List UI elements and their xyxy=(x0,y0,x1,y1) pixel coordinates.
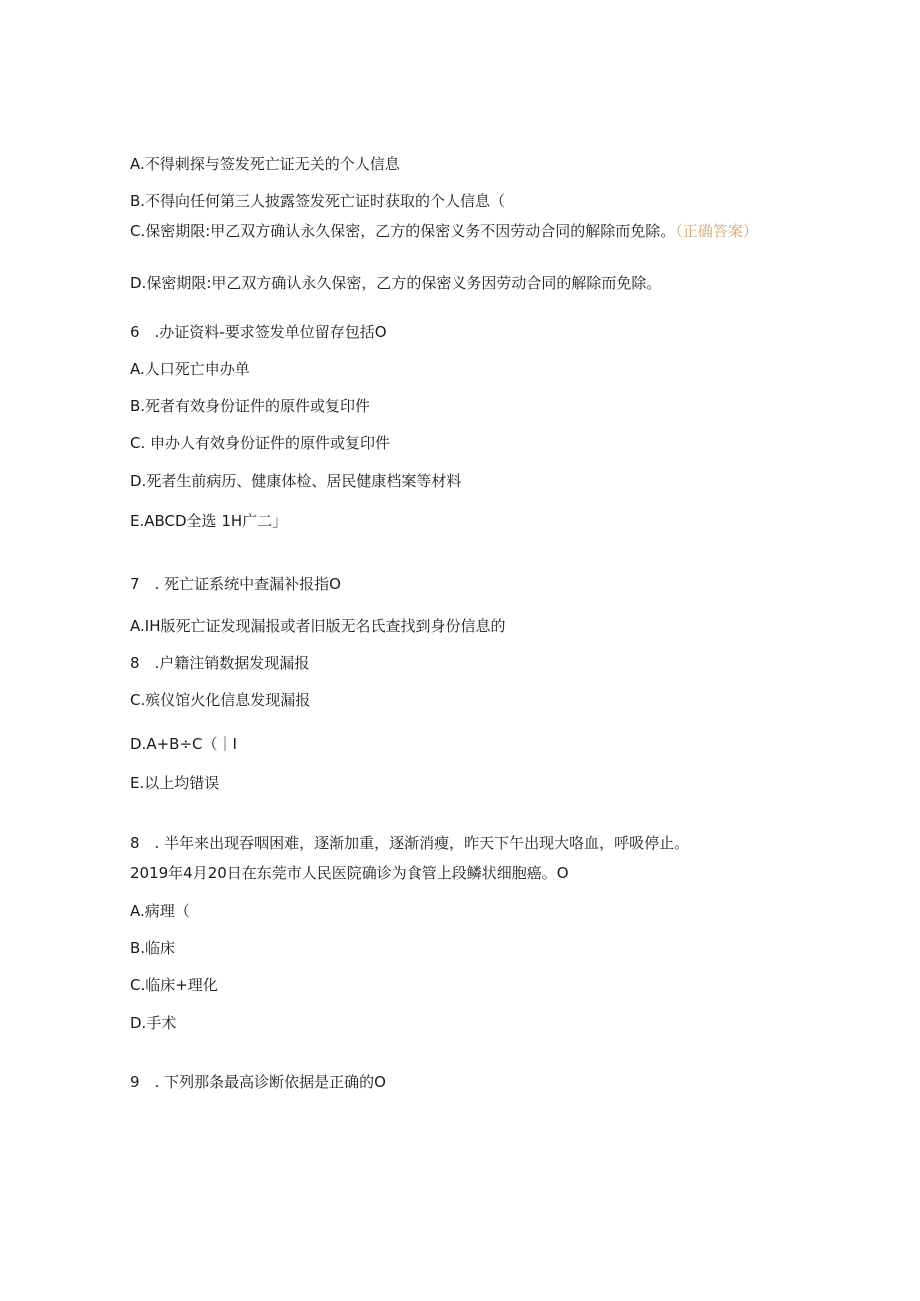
q7-option-e: E.以上均错误 xyxy=(130,774,220,792)
q8-option-a: A.病理（ xyxy=(130,902,190,920)
q7-option-d: D.A+B÷C（｜I xyxy=(130,735,237,753)
q7-question: 7 . 死亡证系统中查漏补报指O xyxy=(130,575,341,593)
q8-question-line1: 8 . 半年来出现吞咽困难，逐渐加重，逐渐消瘦，昨天下午出现大咯血，呼吸停止。 xyxy=(130,834,690,852)
q6-question: 6 .办证资料-要求签发单位留存包括O xyxy=(130,323,387,341)
q7-option-a: A.IH版死亡证发现漏报或者旧版无名氏查找到身份信息的 xyxy=(130,617,506,635)
q6-option-b: B.死者有效身份证件的原件或复印件 xyxy=(130,397,371,415)
correct-answer-mark: （正确答案） xyxy=(675,222,758,240)
q8-option-b: B.临床 xyxy=(130,939,176,957)
q6-option-e: E.ABCD全选 1H广二」 xyxy=(130,512,288,530)
q5-option-d: D.保密期限:甲乙双方确认永久保密，乙方的保密义务因劳动合同的解除而免除。 xyxy=(130,274,662,292)
q7-option-c: C.殡仪馆火化信息发现漏报 xyxy=(130,691,311,709)
q8-option-c: C.临床+理化 xyxy=(130,976,218,994)
q6-option-c: C. 申办人有效身份证件的原件或复印件 xyxy=(130,434,391,452)
q5-option-a: A.不得刺探与签发死亡证无关的个人信息 xyxy=(130,155,400,173)
q6-option-a: A.人口死亡申办单 xyxy=(130,360,250,378)
q9-question: 9 . 下列那条最高诊断依据是正确的O xyxy=(130,1073,386,1091)
q5-option-c-text: C.保密期限:甲乙双方确认永久保密，乙方的保密义务不因劳动合同的解除而免除。 xyxy=(130,222,676,240)
q5-option-c xyxy=(130,221,780,241)
q7-option-b: 8 .户籍注销数据发现漏报 xyxy=(130,654,310,672)
q8-option-d: D.手术 xyxy=(130,1014,177,1032)
q5-option-b: B.不得向任何第三人披露签发死亡证时获取的个人信息（ xyxy=(130,192,506,210)
q6-option-d: D.死者生前病历、健康体检、居民健康档案等材料 xyxy=(130,472,462,490)
q8-question-line2: 2019年4月20日在东莞市人民医院确诊为食管上段鳞状细胞癌。O xyxy=(130,864,569,882)
